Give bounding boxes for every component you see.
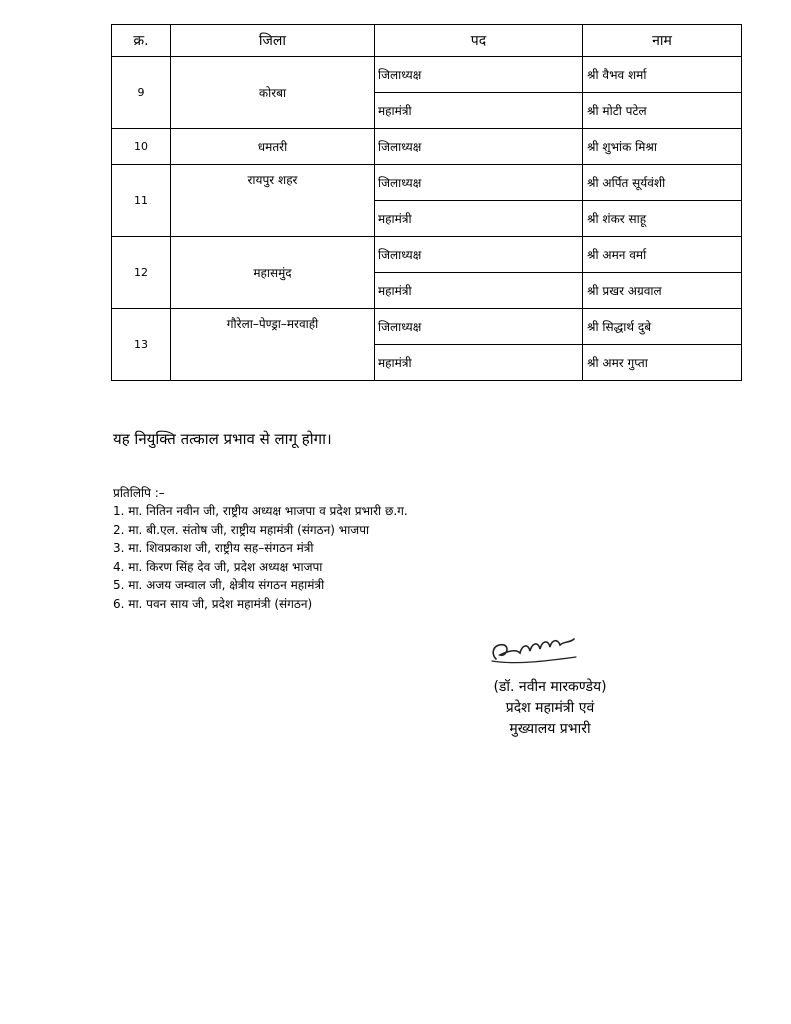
signatory-office: मुख्यालय प्रभारी (509, 721, 591, 737)
row-post: जिलाध्यक्ष (375, 129, 583, 165)
row-name: श्री वैभव शर्मा (583, 57, 742, 93)
row-name: श्री मोटी पटेल (583, 93, 742, 129)
row-district: रायपुर शहर (171, 165, 375, 237)
row-district: महासमुंद (171, 237, 375, 309)
signature-image (486, 631, 582, 671)
row-post: जिलाध्यक्ष (375, 57, 583, 93)
header-name: नाम (583, 25, 742, 57)
list-item: 2. मा. बी.एल. संतोष जी, राष्ट्रीय महामंत्री (संगठन) भाजपा (113, 522, 370, 537)
row-district: कोरबा (171, 57, 375, 129)
signatory-title: प्रदेश महामंत्री एवं (505, 700, 595, 716)
list-item: 1. मा. नितिन नवीन जी, राष्ट्रीय अध्यक्ष भाजपा व प्रदेश प्रभारी छ.ग. (113, 504, 408, 518)
row-number: 13 (112, 309, 171, 381)
row-number: 11 (112, 165, 171, 237)
list-item: 6. मा. पवन साय जी, प्रदेश महामंत्री (संगठन) (113, 596, 313, 611)
row-district: गौरेला–पेण्ड्रा–मरवाही (171, 309, 375, 381)
row-post: जिलाध्यक्ष (375, 309, 583, 345)
row-post: महामंत्री (375, 93, 583, 129)
row-name: श्री सिद्धार्थ दुबे (583, 309, 742, 345)
list-item: 3. मा. शिवप्रकाश जी, राष्ट्रीय सह–संगठन मंत्री (113, 541, 314, 555)
appointments-table (111, 24, 742, 381)
signatory-name: (डॉ. नवीन मारकण्डेय) (493, 679, 607, 695)
row-name: श्री शंकर साहू (583, 201, 742, 237)
row-post: जिलाध्यक्ष (375, 165, 583, 201)
effective-notice: यह नियुक्ति तत्काल प्रभाव से लागू होगा। (113, 430, 332, 448)
list-item: 5. मा. अजय जम्वाल जी, क्षेत्रीय संगठन महामंत्री (113, 578, 325, 592)
row-name: श्री प्रखर अग्रवाल (583, 273, 742, 309)
row-post: महामंत्री (375, 201, 583, 237)
row-name: श्री अमर गुप्ता (583, 345, 742, 381)
table-row (112, 309, 742, 345)
row-name: श्री अमन वर्मा (583, 237, 742, 273)
header-district: जिला (171, 25, 375, 57)
row-number: 9 (112, 57, 171, 129)
row-post: महामंत्री (375, 273, 583, 309)
list-item: 4. मा. किरण सिंह देव जी, प्रदेश अध्यक्ष भाजपा (113, 559, 323, 574)
row-district: धमतरी (171, 129, 375, 165)
signatory-block (455, 677, 645, 740)
table-row (112, 129, 742, 165)
table-row (112, 165, 742, 201)
row-number: 12 (112, 237, 171, 309)
header-post: पद (375, 25, 583, 57)
row-number: 10 (112, 129, 171, 165)
table-row (112, 57, 742, 93)
row-post: महामंत्री (375, 345, 583, 381)
table-header-row (112, 25, 742, 57)
copy-to-list (113, 502, 408, 613)
table-row (112, 237, 742, 273)
row-name: श्री शुभांक मिश्रा (583, 129, 742, 165)
row-name: श्री अर्पित सूर्यवंशी (583, 165, 742, 201)
copy-to-title: प्रतिलिपि :– (113, 486, 165, 500)
header-number: क्र. (112, 25, 171, 57)
row-post: जिलाध्यक्ष (375, 237, 583, 273)
